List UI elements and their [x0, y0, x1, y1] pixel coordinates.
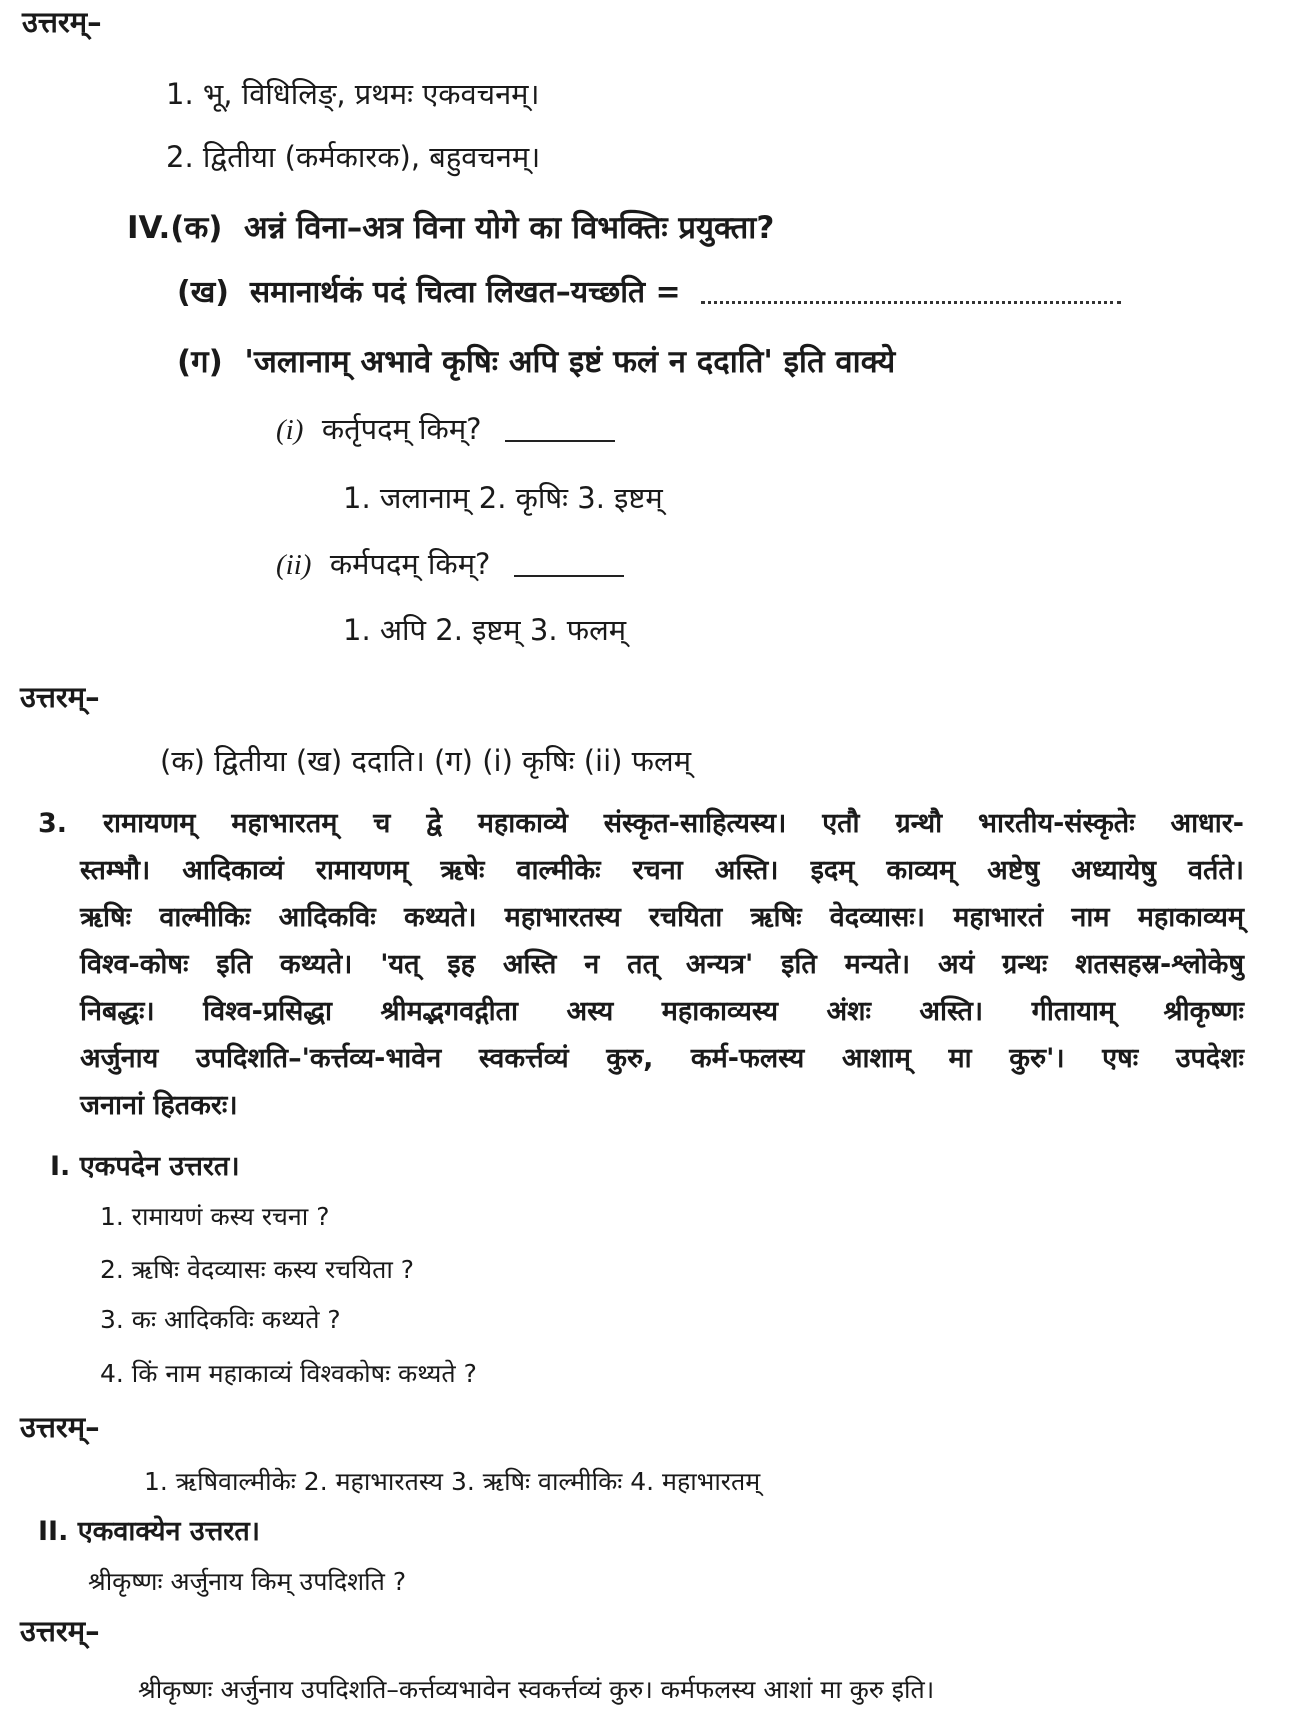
- subquestion-ii: [276, 546, 624, 583]
- answer-line: श्रीकृष्णः अर्जुनाय उपदिशति–कर्त्तव्यभावेन स्वकर्त्तव्यं कुरु। कर्मफलस्य आशां मा कुरु इति।: [138, 1675, 935, 1704]
- question-text: समानार्थकं पदं चित्वा लिखत–यच्छति =: [249, 275, 681, 310]
- section-heading: II. एकवाक्येन उत्तरत।: [38, 1516, 261, 1547]
- passage-line: जनानां हितकरः।: [80, 1090, 238, 1121]
- options-ii: 1. अपि 2. इष्टम् 3. फलम्: [343, 613, 627, 647]
- question-kha: [177, 275, 1121, 311]
- question-item: 3. कः आदिकविः कथ्यते ?: [100, 1305, 341, 1334]
- answer-line: (क) द्वितीया (ख) ददाति। (ग) (i) कृषिः (ii) फलम्: [160, 744, 692, 778]
- subquestion-label: (ii): [276, 549, 312, 581]
- subquestion-text: कर्तृपदम् किम्?: [321, 412, 482, 446]
- passage-line: स्तम्भौ। आदिकाव्यं रामायणम् ऋषेः वाल्मीकेः रचना अस्ति। इदम् काव्यम् अष्टेषु अध्यायेषु वर्तते।: [80, 855, 1244, 886]
- answer-line: 1. ऋषिवाल्मीकेः 2. महाभारतस्य 3. ऋषिः वाल्मीकिः 4. महाभारतम्: [144, 1467, 761, 1496]
- passage-line: ऋषिः वाल्मीकिः आदिकविः कथ्यते। महाभारतस्य रचयिता ऋषिः वेदव्यासः। महाभारतं नाम महाकाव्यम्: [80, 902, 1244, 933]
- question-text: अन्नं विना–अत्र विना योगे का विभक्तिः प्रयुक्ता?: [244, 210, 775, 246]
- answer-label: उत्तरम्–: [20, 1614, 100, 1648]
- question-label: (ख): [177, 275, 229, 310]
- question-ka: [127, 210, 774, 246]
- question-item: 1. रामायणं कस्य रचना ?: [100, 1202, 330, 1231]
- question-label: (ग): [177, 344, 223, 380]
- answer-label: उत्तरम्–: [20, 1410, 100, 1444]
- answer-label: उत्तरम्–: [20, 680, 100, 714]
- subquestion-label: (i): [276, 414, 304, 446]
- passage-line: निबद्धः। विश्व-प्रसिद्धा श्रीमद्भगवद्गीता अस्य महाकाव्यस्य अंशः अस्ति। गीतायाम् श्रीकृष्णः: [80, 996, 1244, 1027]
- question-label: IV.(क): [127, 210, 223, 246]
- question-ga: [177, 344, 895, 380]
- answer-label: उत्तरम्–: [22, 5, 102, 39]
- passage-line: अर्जुनाय उपदिशति–'कर्त्तव्य-भावेन स्वकर्त्तव्यं कुरु, कर्म-फलस्य आशाम् मा कुरु'। एषः उपदेशः: [80, 1043, 1244, 1074]
- answer-blank: [514, 555, 624, 577]
- subquestion-text: कर्मपदम् किम्?: [329, 547, 491, 581]
- answer-blank: [505, 420, 615, 442]
- answer-line: 2. द्वितीया (कर्मकारक), बहुवचनम्।: [166, 140, 541, 174]
- question-item: श्रीकृष्णः अर्जुनाय किम् उपदिशति ?: [88, 1567, 407, 1596]
- options-i: 1. जलानाम् 2. कृषिः 3. इष्टम्: [343, 481, 663, 515]
- passage-line: 3. रामायणम् महाभारतम् च द्वे महाकाव्ये संस्कृत-साहित्यस्य। एतौ ग्रन्थौ भारतीय-संस्कृतेः आधार-: [38, 808, 1244, 839]
- fill-blank-dots: [701, 283, 1121, 304]
- answer-line: 1. भू, विधिलिङ्, प्रथमः एकवचनम्।: [166, 77, 540, 111]
- subquestion-i: [276, 411, 615, 448]
- question-item: 4. किं नाम महाकाव्यं विश्वकोषः कथ्यते ?: [100, 1359, 477, 1388]
- question-item: 2. ऋषिः वेदव्यासः कस्य रचयिता ?: [100, 1255, 415, 1284]
- passage: [38, 800, 1244, 1129]
- passage-line: विश्व-कोषः इति कथ्यते। 'यत् इह अस्ति न तत् अन्यत्र' इति मन्यते। अयं ग्रन्थः शतसहस्र-श्लोकेषु: [80, 949, 1244, 980]
- question-text: 'जलानाम् अभावे कृषिः अपि इष्टं फलं न ददाति' इति वाक्ये: [244, 344, 896, 380]
- section-heading: I. एकपदेन उत्तरत।: [50, 1151, 240, 1182]
